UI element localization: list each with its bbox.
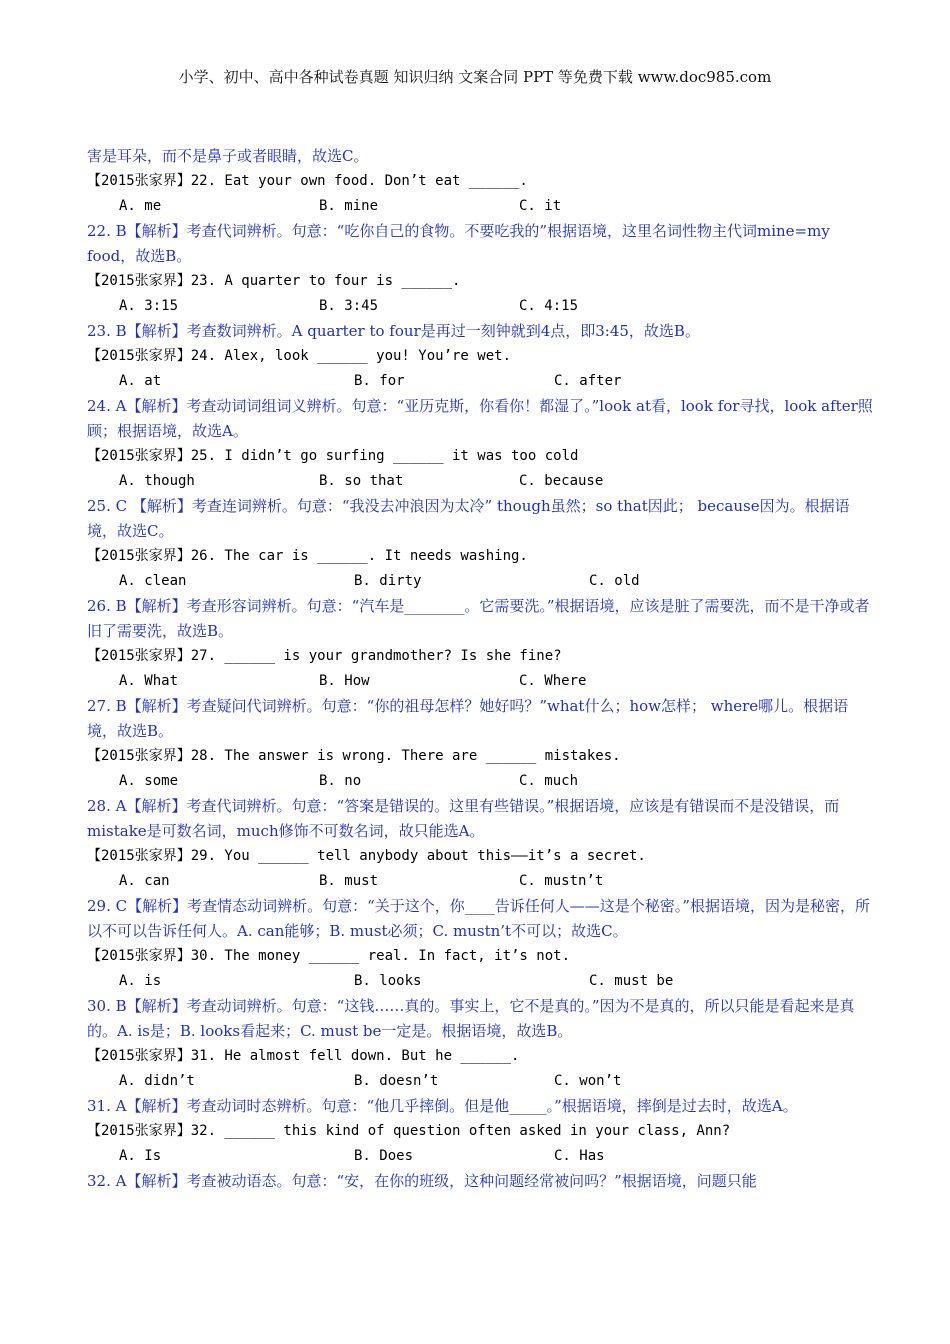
option: B. 3:45 <box>319 298 379 314</box>
option: B. doesn’t <box>354 1073 439 1089</box>
option: A. Is <box>119 1148 162 1164</box>
answer-explanation: 31. A【解析】考查动词时态辨析。句意：“他几乎摔倒。但是他_____。”根据语境，摔倒是过去时，故选A。 <box>87 1097 798 1115</box>
option: B. Does <box>354 1148 414 1164</box>
answer-options <box>119 1069 877 1094</box>
question: 【2015张家界】22. Eat your own food. Don’t eat ______. <box>87 173 528 189</box>
answer-explanation: 27. B【解析】考查疑问代词辨析。句意：“你的祖母怎样？她好吗？”what什么；how怎样； where哪儿。根据语境，故选B。 <box>87 697 849 740</box>
option: C. because <box>519 473 604 489</box>
answer-options <box>119 194 877 219</box>
option: A. me <box>119 198 162 214</box>
answer-explanation: 32. A【解析】考查被动语态。句意：“安，在你的班级，这种问题经常被问吗？”根据语境，问题只能 <box>87 1172 757 1190</box>
option: A. is <box>119 973 162 989</box>
answer-options <box>119 569 877 594</box>
question: 【2015张家界】28. The answer is wrong. There are ______ mistakes. <box>87 748 621 764</box>
answer-options <box>119 469 877 494</box>
option: C. mustn’t <box>519 873 604 889</box>
answer-options <box>119 769 877 794</box>
answer-explanation: 26. B【解析】考查形容词辨析。句意：“汽车是________。它需要洗。”根据语境，应该是脏了需要洗，而不是干净或者旧了需要洗，故选B。 <box>87 597 870 640</box>
answer-options <box>119 369 877 394</box>
option: B. dirty <box>354 573 422 589</box>
answer-explanation: 25. C 【解析】考查连词辨析。句意：“我没去冲浪因为太冷” though虽然；so that因此； because因为。根据语境，故选C。 <box>87 497 850 540</box>
page-header: 小学、初中、高中各种试卷真题 知识归纳 文案合同 PPT 等免费下载 www.doc985.com <box>178 68 772 86</box>
question: 【2015张家界】23. A quarter to four is ______. <box>87 273 461 289</box>
answer-options <box>119 1144 877 1169</box>
answer-explanation: 22. B【解析】考查代词辨析。句意：“吃你自己的食物。不要吃我的”根据语境，这里名词性物主代词mine=my food，故选B。 <box>87 222 830 265</box>
option: B. so that <box>319 473 404 489</box>
option: C. must be <box>589 973 674 989</box>
question: 【2015张家界】24. Alex, look ______ you! You’re wet. <box>87 348 512 364</box>
answer-options <box>119 969 877 994</box>
question: 【2015张家界】27. ______ is your grandmother? Is she fine? <box>87 648 562 664</box>
option: A. some <box>119 773 179 789</box>
question: 【2015张家界】32. ______ this kind of question often asked in your class, Ann? <box>87 1123 731 1139</box>
answer-explanation: 24. A【解析】考查动词词组词义辨析。句意：“亚历克斯，你看你！都湿了。”look at看，look for寻找，look after照顾；根据语境，故选A。 <box>87 397 873 440</box>
option: B. must <box>319 873 379 889</box>
document-body <box>87 144 877 1194</box>
option: A. 3:15 <box>119 298 179 314</box>
option: A. can <box>119 873 170 889</box>
option: B. mine <box>319 198 379 214</box>
answer-options <box>119 669 877 694</box>
answer-options <box>119 869 877 894</box>
option: A. at <box>119 373 162 389</box>
option: C. much <box>519 773 579 789</box>
option: C. old <box>589 573 640 589</box>
option: C. it <box>519 198 562 214</box>
answer-explanation: 29. C【解析】考查情态动词辨析。句意：“关于这个，你____告诉任何人——这是个秘密。”根据语境，因为是秘密，所以不可以告诉任何人。A. can能够；B. must必须；C. mustn’t不可以；故选C。 <box>87 897 870 940</box>
question: 【2015张家界】26. The car is ______. It needs washing. <box>87 548 528 564</box>
answer-options <box>119 294 877 319</box>
option: B. looks <box>354 973 422 989</box>
option: C. Has <box>554 1148 605 1164</box>
option: A. clean <box>119 573 187 589</box>
answer-explanation: 23. B【解析】考查数词辨析。A quarter to four是再过一刻钟就到4点，即3:45，故选B。 <box>87 322 700 340</box>
option: C. 4:15 <box>519 298 579 314</box>
question: 【2015张家界】31. He almost fell down. But he ______. <box>87 1048 520 1064</box>
answer-explanation: 28. A【解析】考查代词辨析。句意：“答案是错误的。这里有些错误。”根据语境，应该是有错误而不是没错误，而mistake是可数名词，much修饰不可数名词，故只能选A。 <box>87 797 840 840</box>
option: C. won’t <box>554 1073 622 1089</box>
option: C. after <box>554 373 622 389</box>
question: 【2015张家界】25. I didn’t go surfing ______ it was too cold <box>87 448 579 464</box>
option: B. How <box>319 673 370 689</box>
option: A. though <box>119 473 195 489</box>
option: A. didn’t <box>119 1073 195 1089</box>
answer-explanation: 害是耳朵，而不是鼻子或者眼睛，故选C。 <box>87 147 369 165</box>
option: C. Where <box>519 673 587 689</box>
option: A. What <box>119 673 179 689</box>
question: 【2015张家界】30. The money ______ real. In fact, it’s not. <box>87 948 571 964</box>
question: 【2015张家界】29. You ______ tell anybody about this——it’s a secret. <box>87 848 646 864</box>
option: B. no <box>319 773 362 789</box>
option: B. for <box>354 373 405 389</box>
answer-explanation: 30. B【解析】考查动词辨析。句意：“这钱……真的。事实上，它不是真的。”因为不是真的，所以只能是看起来是真的。A. is是；B. looks看起来；C. must be一定是。根据语境，故选B。 <box>87 997 855 1040</box>
